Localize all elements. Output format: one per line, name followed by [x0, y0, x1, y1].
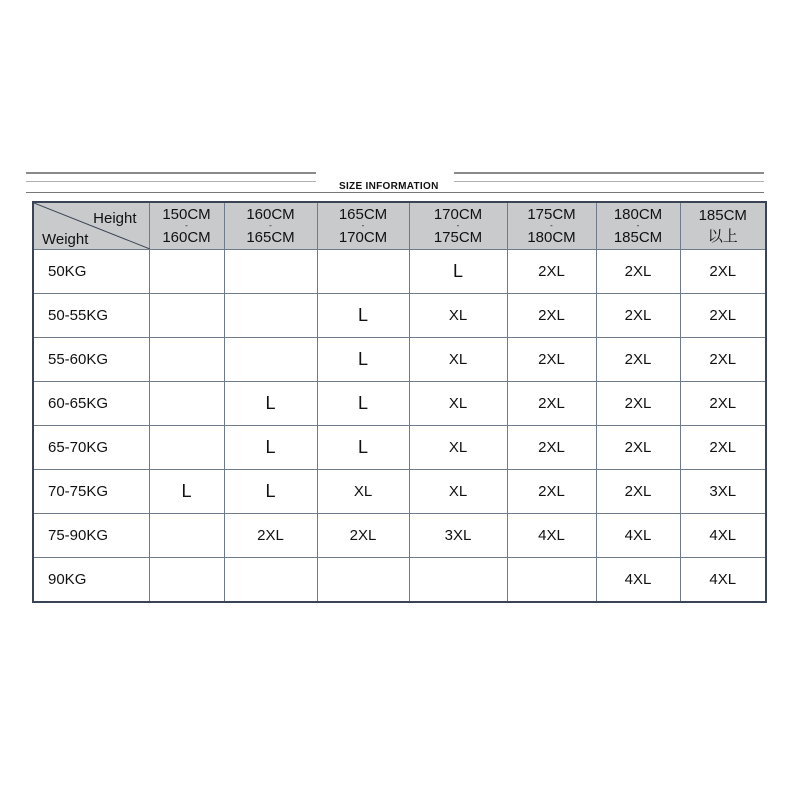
table-row: [33, 338, 766, 382]
height-header-cell: 170CM - 175CM: [409, 202, 507, 250]
size-cell: XL: [409, 382, 507, 426]
size-cell: 2XL: [680, 382, 766, 426]
height-from: 170CM: [433, 206, 483, 223]
height-to: 185CM: [613, 229, 663, 246]
size-cell: [224, 250, 317, 294]
size-cell: 2XL: [507, 470, 596, 514]
size-cell: L: [409, 250, 507, 294]
size-cell: XL: [409, 426, 507, 470]
size-cell: 2XL: [507, 250, 596, 294]
weight-cell: 75-90KG: [33, 514, 149, 558]
size-cell: [149, 250, 224, 294]
weight-cell: 90KG: [33, 558, 149, 603]
size-cell: 2XL: [507, 338, 596, 382]
weight-cell: 70-75KG: [33, 470, 149, 514]
height-header-cell: 180CM - 185CM: [596, 202, 680, 250]
title-underline: [26, 192, 764, 193]
size-cell: [224, 294, 317, 338]
size-cell: [317, 558, 409, 603]
corner-header-cell: [33, 202, 149, 250]
height-to: 180CM: [527, 229, 576, 246]
size-cell: 2XL: [680, 294, 766, 338]
weight-cell: 60-65KG: [33, 382, 149, 426]
size-cell: [507, 558, 596, 603]
size-cell: 2XL: [507, 426, 596, 470]
size-cell: 4XL: [596, 514, 680, 558]
size-cell: [149, 426, 224, 470]
size-cell: [149, 514, 224, 558]
table-row: [33, 294, 766, 338]
size-cell: L: [317, 338, 409, 382]
size-cell: L: [149, 470, 224, 514]
size-cell: 2XL: [596, 470, 680, 514]
size-cell: [149, 382, 224, 426]
size-cell: 2XL: [224, 514, 317, 558]
size-cell: 4XL: [680, 514, 766, 558]
size-cell: 4XL: [596, 558, 680, 603]
height-from: 175CM: [527, 206, 576, 223]
size-cell: 2XL: [680, 250, 766, 294]
size-cell: 2XL: [680, 338, 766, 382]
size-cell: 2XL: [596, 426, 680, 470]
size-cell: XL: [409, 338, 507, 382]
height-to: 175CM: [433, 229, 483, 246]
table-row: [33, 514, 766, 558]
size-cell: 2XL: [596, 382, 680, 426]
title-rule-left-top: [26, 172, 316, 174]
size-cell: 3XL: [680, 470, 766, 514]
table-row: [33, 382, 766, 426]
weight-cell: 50KG: [33, 250, 149, 294]
size-cell: [224, 338, 317, 382]
height-header-cell: 165CM - 170CM: [317, 202, 409, 250]
weight-cell: 50-55KG: [33, 294, 149, 338]
height-header-cell: 160CM - 165CM: [224, 202, 317, 250]
title-rule-right-bottom: [454, 181, 764, 182]
size-cell: L: [224, 470, 317, 514]
height-to: 170CM: [338, 229, 388, 246]
size-cell: L: [317, 294, 409, 338]
height-from: 150CM: [162, 206, 211, 223]
size-cell: 2XL: [680, 426, 766, 470]
height-to: 以上: [707, 228, 738, 245]
size-chart-table: [32, 201, 767, 603]
size-cell: [149, 558, 224, 603]
size-cell: L: [317, 426, 409, 470]
table-row: [33, 470, 766, 514]
size-cell: 2XL: [596, 338, 680, 382]
size-info-title: SIZE INFORMATION: [339, 181, 439, 192]
table-row: [33, 558, 766, 603]
size-cell: 4XL: [507, 514, 596, 558]
height-header-cell: 175CM - 180CM: [507, 202, 596, 250]
size-cell: 3XL: [409, 514, 507, 558]
size-cell: 2XL: [317, 514, 409, 558]
size-cell: 2XL: [596, 250, 680, 294]
size-cell: XL: [409, 470, 507, 514]
title-rule-right-top: [454, 172, 764, 174]
title-rule-left-bottom: [26, 181, 316, 182]
height-to: 160CM: [162, 229, 211, 246]
height-axis-label: Height: [93, 210, 137, 227]
size-cell: [409, 558, 507, 603]
size-cell: XL: [409, 294, 507, 338]
size-cell: [317, 250, 409, 294]
size-cell: L: [224, 426, 317, 470]
size-cell: [224, 558, 317, 603]
size-info-title-bar: [26, 172, 764, 196]
table-row: [33, 250, 766, 294]
size-cell: 4XL: [680, 558, 766, 603]
weight-cell: 55-60KG: [33, 338, 149, 382]
height-to: 165CM: [246, 229, 295, 246]
size-cell: [149, 338, 224, 382]
height-from: 180CM: [613, 206, 663, 223]
height-from: 160CM: [246, 206, 295, 223]
size-cell: 2XL: [507, 382, 596, 426]
size-cell: 2XL: [507, 294, 596, 338]
height-from: 165CM: [338, 206, 388, 223]
header-row: [33, 202, 766, 250]
size-cell: L: [317, 382, 409, 426]
weight-cell: 65-70KG: [33, 426, 149, 470]
height-header-cell: [680, 202, 766, 250]
size-cell: XL: [317, 470, 409, 514]
size-cell: L: [224, 382, 317, 426]
size-cell: 2XL: [596, 294, 680, 338]
size-cell: [149, 294, 224, 338]
height-header-cell: 150CM - 160CM: [149, 202, 224, 250]
table-row: [33, 426, 766, 470]
weight-axis-label: Weight: [42, 231, 89, 248]
height-from: 185CM: [698, 207, 747, 224]
